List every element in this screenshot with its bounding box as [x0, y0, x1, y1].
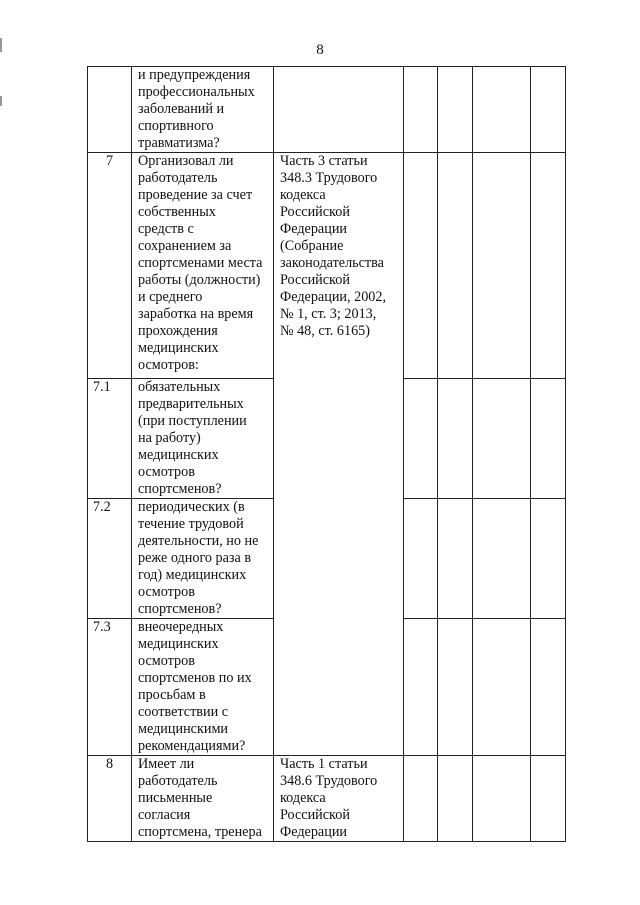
row-number: 7.1: [88, 379, 132, 499]
question-cell: [132, 379, 274, 499]
table-row: [88, 756, 566, 842]
answer-yes-cell: [404, 67, 438, 153]
answer-yes-cell: [404, 379, 438, 499]
page-number: 8: [316, 42, 324, 58]
question-text: и предупреждения профессиональных заболеваний и спортивного травматизма?: [138, 67, 255, 151]
table-row: [88, 153, 566, 379]
not-applicable-cell: [473, 153, 531, 379]
notes-cell: [531, 379, 566, 499]
answer-no-cell: [438, 379, 473, 499]
notes-cell: [531, 619, 566, 756]
question-cell: [132, 756, 274, 842]
answer-no-cell: [438, 756, 473, 842]
scan-artifact: [0, 38, 2, 52]
legal-basis-text: Часть 1 статьи 348.6 Трудового кодекса Российской Федерации: [280, 756, 378, 840]
question-cell: [132, 619, 274, 756]
row-number: [88, 67, 132, 153]
notes-cell: [531, 153, 566, 379]
table-row: [88, 67, 566, 153]
question-cell: [132, 499, 274, 619]
legal-basis-text: Часть 3 статьи 348.3 Трудового кодекса Российской Федерации (Собрание законодательства Российской Федерации, 2002, № 1, ст. 3; 2013, № 48, ст. 6165): [280, 153, 387, 339]
not-applicable-cell: [473, 67, 531, 153]
answer-no-cell: [438, 67, 473, 153]
question-cell: [132, 67, 274, 153]
notes-cell: [531, 499, 566, 619]
not-applicable-cell: [473, 619, 531, 756]
checklist-table: [87, 66, 566, 842]
notes-cell: [531, 756, 566, 842]
not-applicable-cell: [473, 499, 531, 619]
legal-basis-cell: [274, 756, 404, 842]
question-text: Организовал ли работодатель проведение за счет собственных средств с сохранением за спортсменами места работы (должности) и среднего заработка на время прохождения медицинских осмотров:: [138, 153, 263, 373]
row-number: 8: [88, 756, 132, 842]
legal-basis-cell: [274, 153, 404, 756]
row-number: 7.3: [88, 619, 132, 756]
answer-no-cell: [438, 619, 473, 756]
row-number: 7.2: [88, 499, 132, 619]
question-text: Имеет ли работодатель письменные согласия спортсмена, тренера: [138, 756, 262, 840]
answer-no-cell: [438, 499, 473, 619]
not-applicable-cell: [473, 756, 531, 842]
answer-yes-cell: [404, 499, 438, 619]
legal-basis-cell: [274, 67, 404, 153]
answer-yes-cell: [404, 619, 438, 756]
answer-no-cell: [438, 153, 473, 379]
answer-yes-cell: [404, 153, 438, 379]
question-cell: [132, 153, 274, 379]
question-text: периодических (в течение трудовой деятельности, но не реже одного раза в год) медицинских осмотров спортсменов?: [138, 499, 259, 617]
row-number: 7: [88, 153, 132, 379]
answer-yes-cell: [404, 756, 438, 842]
notes-cell: [531, 67, 566, 153]
question-text: обязательных предварительных (при поступлении на работу) медицинских осмотров спортсменов?: [138, 379, 247, 497]
question-text: внеочередных медицинских осмотров спортсменов по их просьбам в соответствии с медицинскими рекомендациями?: [138, 619, 252, 754]
not-applicable-cell: [473, 379, 531, 499]
scan-artifact: [0, 96, 2, 106]
